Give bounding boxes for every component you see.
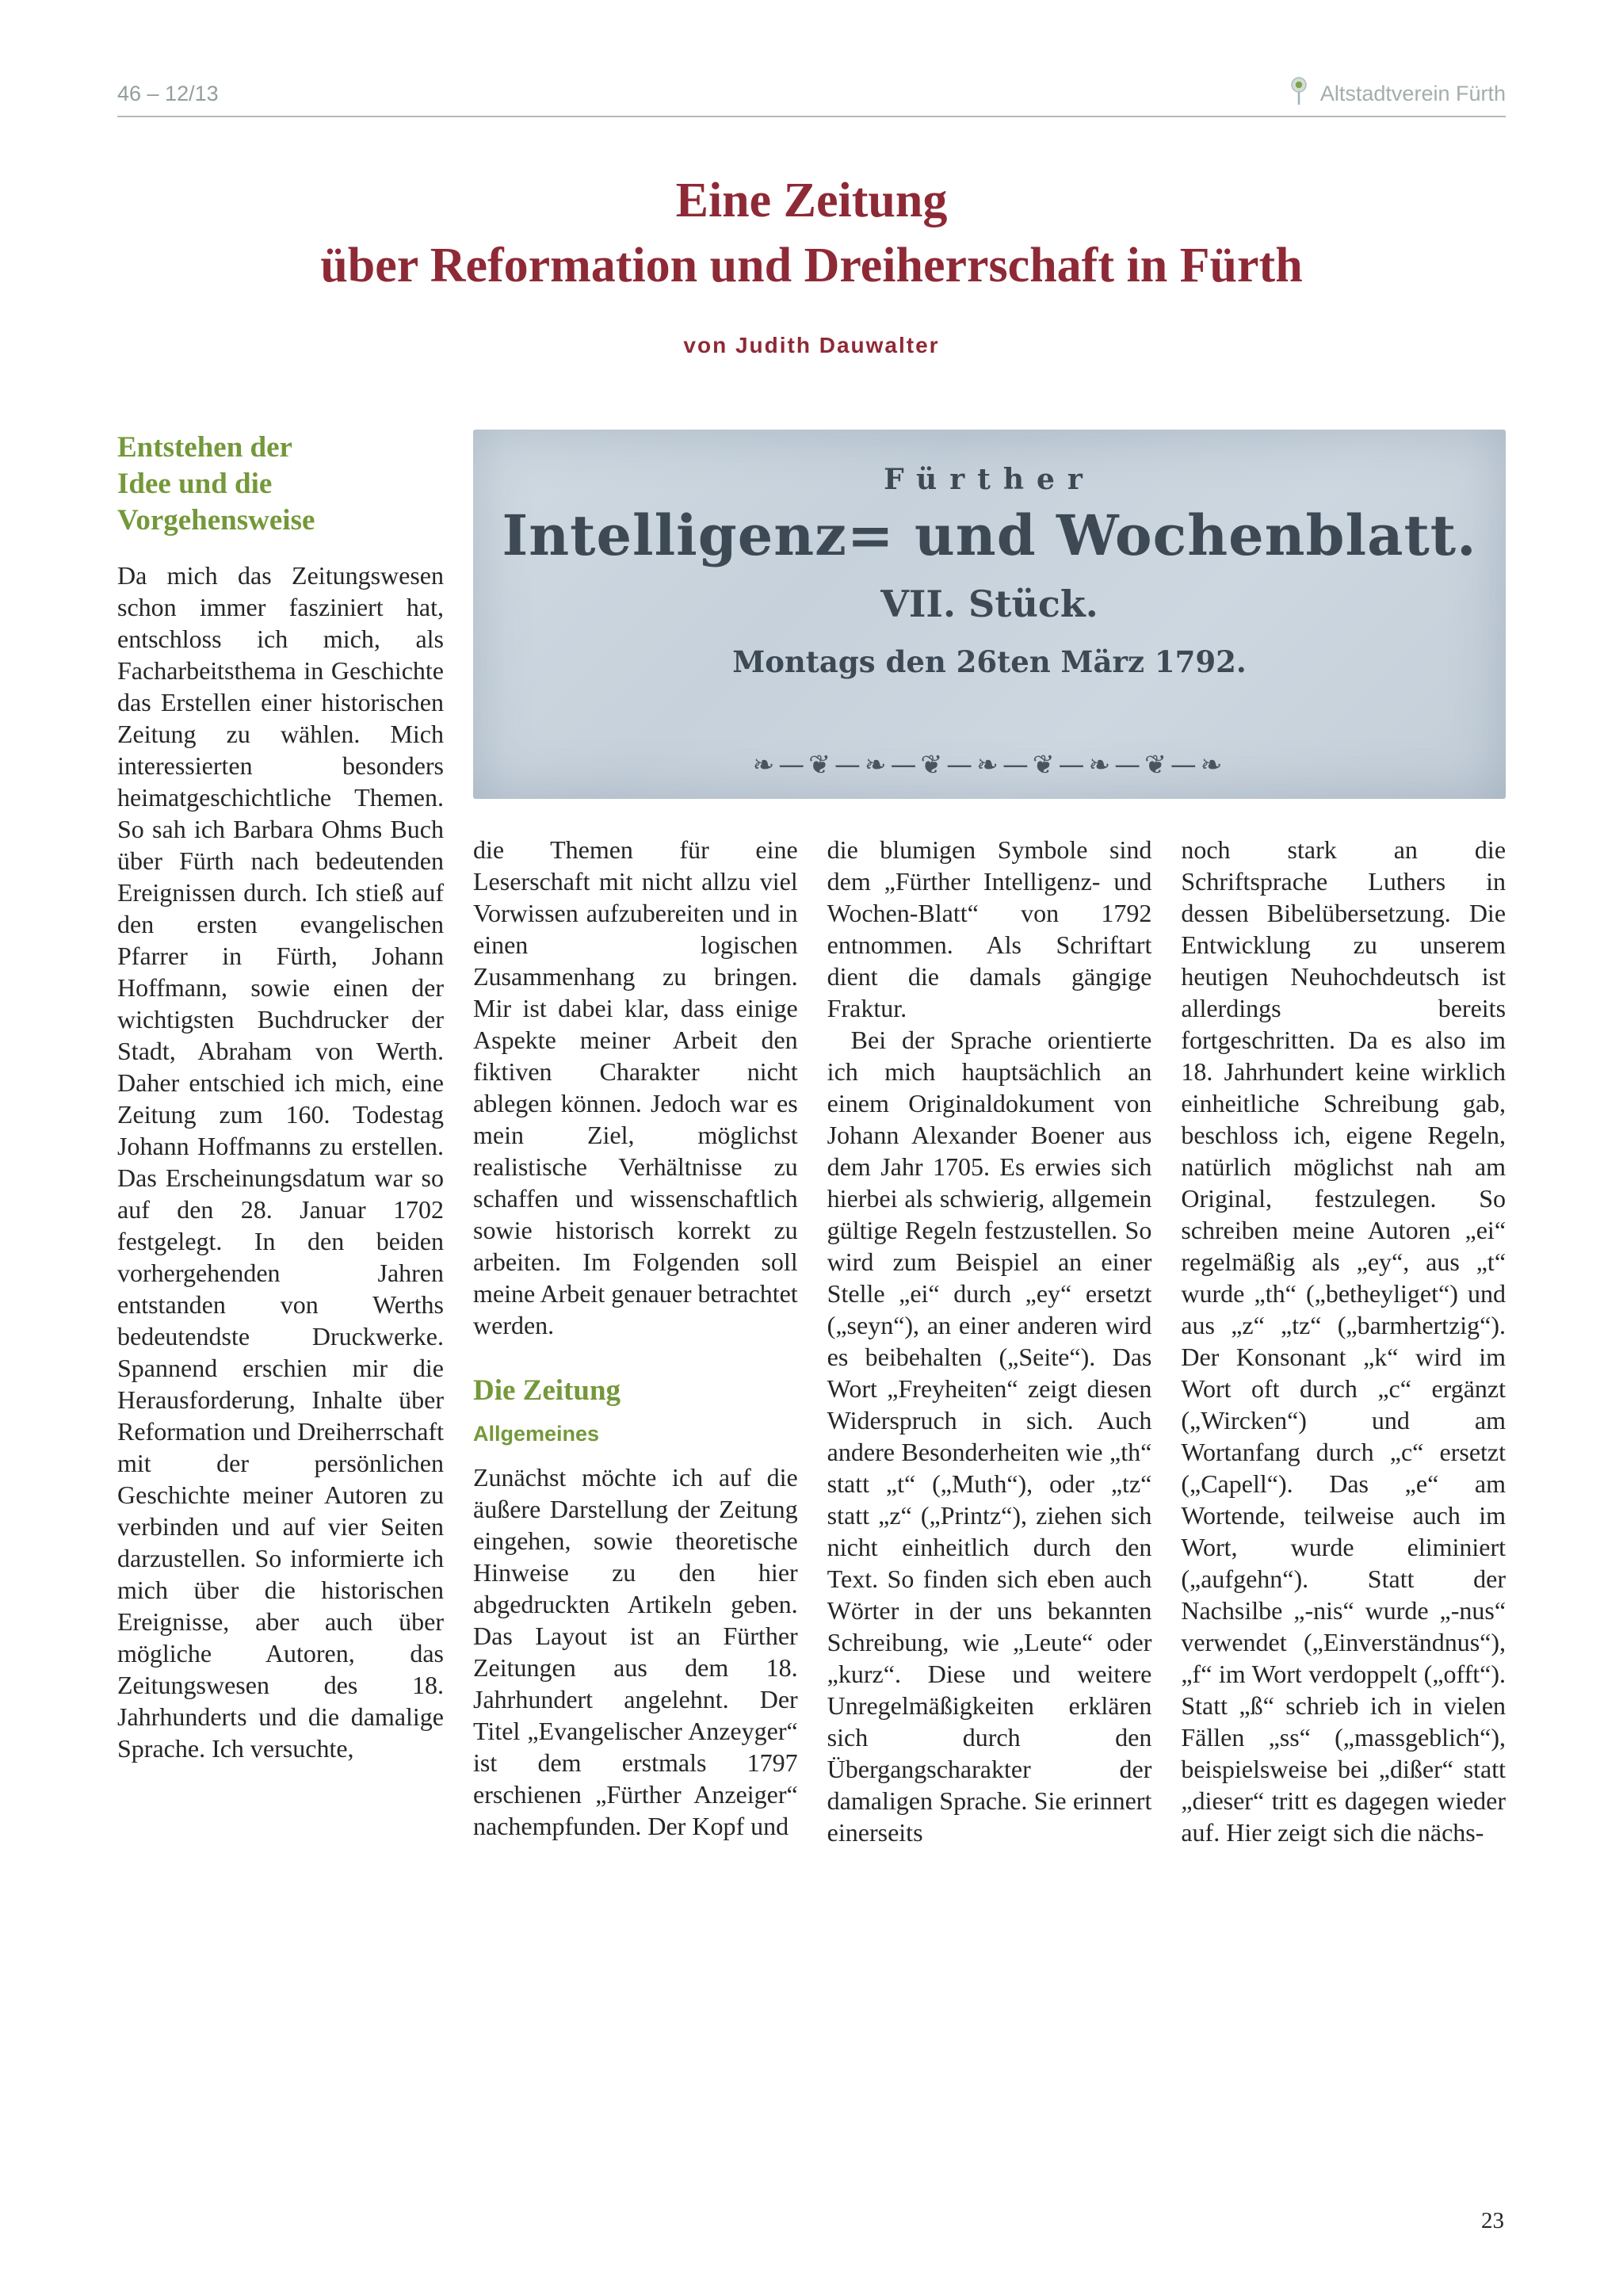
article-title	[117, 168, 1506, 298]
column-3-paragraph-2: Bei der Sprache orientierte ich mich hauptsächlich an einem Originaldokument von Johann Alexander Boener aus dem Jahr 1705. Es erwies sich hierbei als schwierig, allgemein gültige Regeln festzustellen. So wird zum Beispiel an einer Stelle „ei“ durch „ey“ ersetzt („seyn“), an einer anderen wird es beibehalten („Seite“). Das Wort „Freyheiten“ zeigt diesen Widerspruch in sich. Auch andere Besonderheiten wie „th“ statt „t“ („Muth“), oder „tz“ statt „z“ („Printz“), ziehen sich nicht einheitlich durch den Text. So finden sich eben auch Wörter in der uns bekannten Schreibung, wie „Leute“ oder „kurz“. Diese und weitere Unregelmäßigkeiten erklären sich durch den Übergangscharakter der damaligen Sprache. Sie erinnert einerseits	[827, 1026, 1152, 1847]
article-byline: von Judith Dauwalter	[683, 333, 940, 357]
column-4	[1181, 834, 1506, 1848]
column-3	[827, 834, 1152, 1848]
header-brand-label: Altstadtverein Fürth	[1319, 82, 1506, 105]
column-1-paragraph: Da mich das Zeitungswesen schon immer fasziniert hat, entschloss ich mich, als Facharbeitsthema in Geschichte das Erstellen einer historischen Zeitung zu wählen. Mich interessierten besonders heimatgeschichtliche Themen. So sah ich Barbara Ohms Buch über Fürth nach bedeutenden Ereignissen durch. Ich stieß auf den ersten evangelischen Pfarrer in Fürth, Johann Hoffmann, sowie einen der wichtigsten Buchdrucker der Stadt, Abraham von Werth. Daher entschied ich mich, eine Zeitung zum 160. Todestag Johann Hoffmanns zu erstellen. Das Erscheinungsdatum war so auf den 28. Januar 1702 festgelegt. In den beiden vorhergehenden Jahren entstanden von Werths bedeutendste Druckwerke. Spannend erschien mir die Herausforderung, Inhalte über Reformation und Dreiherrschaft mit der persönlichen Geschichte meiner Autoren zu verbinden und auf vier Seiten darzustellen. So informierte ich mich über die historischen Ereignisse, aber auch über mögliche Autoren, das Zeitungswesen des 18. Jahrhunderts und die damalige Sprache. Ich versuchte,	[117, 561, 444, 1763]
newspaper-ornament-row: ❧—❦—❧—❦—❧—❦—❧—❦—❧	[752, 749, 1227, 780]
heading-line-2: Idee und die	[117, 468, 273, 500]
newspaper-clipping-image	[473, 430, 1506, 799]
newspaper-masthead-small: Fürther	[884, 463, 1095, 496]
newspaper-issue-line: VII. Stück.	[880, 583, 1098, 625]
column-3-paragraph-1: die blumigen Symbole sind dem „Fürther Intelligenz- und Wochen-Blatt“ von 1792 entnommen. Als Schriftart dient die damals gängige Fraktur.	[827, 835, 1152, 1022]
newspaper-masthead-main: Intelligenz= und Wochenblatt.	[502, 502, 1477, 568]
newspaper-date-line: Montags den 26ten März 1792.	[732, 644, 1247, 679]
heading-line-1: Entstehen der	[117, 431, 292, 464]
article-title-line1: Eine Zeitung	[675, 174, 948, 227]
column-2	[473, 834, 798, 1848]
header-issue: 46 – 12/13	[117, 82, 219, 105]
page-header	[117, 0, 1506, 117]
heading-line-3: Vorgehensweise	[117, 504, 315, 537]
subsection-heading-allgemeines: Allgemeines	[473, 1422, 600, 1446]
altstadtverein-logo-icon	[1287, 76, 1311, 106]
section-heading-die-zeitung: Die Zeitung	[473, 1374, 621, 1407]
column-2-paragraph-1: die Themen für eine Leserschaft mit nicht allzu viel Vorwissen aufzubereiten und in einen logischen Zusammenhang zu bringen. Mir ist dabei klar, dass einige Aspekte meiner Arbeit den fiktiven Charakter nicht ablegen können. Jedoch war es mein Ziel, möglichst realistische Verhältnisse zu schaffen und wissenschaftlich sowie historisch korrekt zu arbeiten. Im Folgenden soll meine Arbeit genauer betrachtet werden.	[473, 835, 798, 1339]
column-2-paragraph-2: Zunächst möchte ich auf die äußere Darstellung der Zeitung eingehen, sowie theoretische Hinweise zu den hier abgedruckten Artikeln geben. Das Layout ist an Fürther Zeitungen aus dem 18. Jahrhundert angelehnt. Der Titel „Evangelischer Anzeyger“ ist dem erstmals 1797 erschienen „Fürther Anzeiger“ nachempfunden. Der Kopf und	[473, 1463, 798, 1840]
article-title-line2: über Reformation und Dreiherrschaft in Fürth	[320, 239, 1303, 292]
page-number: 23	[1481, 2208, 1504, 2233]
right-area	[473, 430, 1506, 1848]
section-heading-entstehen	[117, 430, 444, 539]
three-column-text	[473, 834, 1506, 1848]
header-brand	[1287, 76, 1506, 106]
article-body	[117, 430, 1506, 1848]
column-4-paragraph: noch stark an die Schriftsprache Luthers in dessen Bibelübersetzung. Die Entwicklung zu unserem heutigen Neuhochdeutsch ist allerdings bereits fortgeschritten. Da es also im 18. Jahrhundert keine wirklich einheitliche Schreibung gab, beschloss ich, eigene Regeln, natürlich möglichst nah am Original, festzulegen. So schreiben meine Autoren „ei“ regelmäßig als „ey“, aus „t“ wurde „th“ („betheyliget“) und aus „z“ „tz“ („barmhertzig“). Der Konsonant „k“ wird im Wort oft durch „c“ ergänzt („Wircken“) und am Wortanfang durch „c“ ersetzt („Capell“). Das „e“ am Wortende, teilweise auch im Wort, wurde eliminiert („aufgehn“). Statt der Nachsilbe „-nis“ wurde „-nus“ verwendet („Einverständnus“), „f“ im Wort verdoppelt („offt“). Statt „ß“ schrieb ich in vielen Fällen „ss“ („massgeblich“), beispielsweise bei „dißer“ statt „dieser“ tritt es dagegen wieder auf. Hier zeigt sich die nächs-	[1181, 835, 1507, 1847]
column-1	[117, 430, 444, 1848]
